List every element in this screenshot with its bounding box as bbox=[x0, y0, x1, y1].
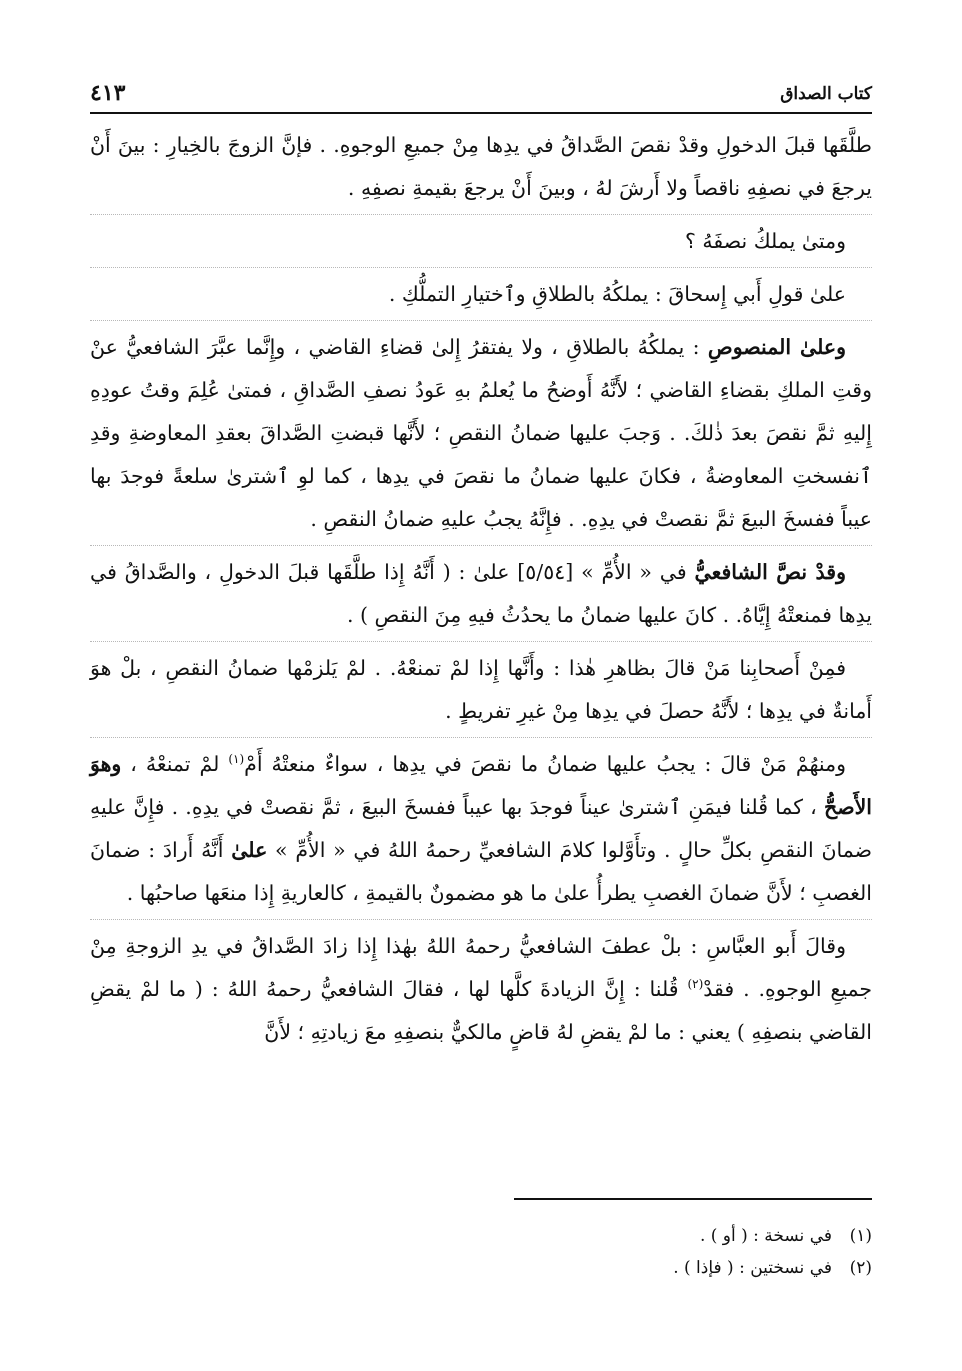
text-run: في « الأُمِّ » [٥/٥٤] علىٰ : ( أَنَّهُ إِذا طلَّقَها قبلَ الدخولِ ، والصَّداقُ في يدِها فمنعتْهُ إِيَّاهُ. . كانَ عليها ضمانُ ما يحدُثُ فيهِ مِنَ النقصِ ) . bbox=[90, 560, 872, 627]
text-run: أَنَّهُ أَرادَ : ضمانَ الغصبِ ؛ لأَنَّ ضمانَ الغصبِ يطرأُ علىٰ ما هو مضمونٌ بالقيمةِ ، كالعاريةِ إِذا منعَها صاحبُها . bbox=[90, 838, 872, 905]
text-run: ، كما قُلنا فيمَنِ ٱشترىٰ عيناً فوجدَ بها عيباً ففسخَ البيعَ ، ثمَّ نقصتْ في يدِهِ. . فإِنَّ عليهِ ضمانَ النقصِ بكلِّ حالٍ . وتأَوَّلوا كلامَ الشافعيِّ رحمهُ اللهُ في « الأُمِّ » bbox=[90, 795, 872, 862]
paragraph bbox=[90, 743, 872, 920]
paragraph bbox=[90, 220, 872, 268]
running-title: كتاب الصداق bbox=[780, 84, 872, 104]
paragraph bbox=[90, 124, 872, 215]
footnote-number: (٢) bbox=[849, 1258, 872, 1278]
text-run: ومتىٰ يملكُ نصفَهُ ؟ bbox=[684, 229, 846, 253]
bold-text: علىٰ bbox=[231, 838, 268, 862]
footnote-ref: (١) bbox=[228, 752, 245, 767]
footnote-text: في نسختين : ( فإذا ) . bbox=[673, 1258, 832, 1278]
text-run: لمْ تمنعْهُ ، bbox=[121, 752, 229, 776]
footnotes bbox=[90, 1220, 872, 1284]
text-run: ومنهُمْ مَنْ قالَ : يجبُ عليها ضمانُ ما نقصَ في يدِها ، سواءٌ منعتْهُ أَمْ bbox=[244, 752, 847, 776]
bold-text: وقدْ نصَّ الشافعيُّ bbox=[694, 560, 846, 584]
footnote-text: في نسخة : ( أو ) . bbox=[699, 1226, 832, 1246]
text-run: قُلنا : إِنَّ الزيادةَ كلَّها لها ، فقالَ الشافعيُّ رحمهُ اللهُ : ( ما لمْ يقضِ القاضي بنصفِهِ ) يعني : ما لمْ يقضِ لهُ قاضٍ مالكيٌّ بنصفِهِ معَ زيادتِهِ ؛ لأَنَّ bbox=[90, 977, 872, 1044]
text-run: وقالَ أَبو العبَّاسِ : بلْ عطفَ الشافعيُّ رحمهُ اللهُ بهٰذا إِذا زادَ الصَّداقُ في يدِ الزوجةِ مِنْ جميعِ الوجوهِ. . فقدْ bbox=[90, 934, 873, 1001]
main-text bbox=[90, 124, 872, 1058]
text-run: طلَّقَها قبلَ الدخولِ وقدْ نقصَ الصَّداقُ في يدِها مِنْ جميعِ الوجوهِ. . فإنَّ الزوجَ بالخِيارِ : بينَ أَنْ يرجعَ في نصفِهِ ناقصاً ولا أَرشَ لهُ ، وبينَ أَنْ يرجعَ بقيمةِ نصفِهِ . bbox=[90, 133, 872, 200]
footnote bbox=[90, 1252, 872, 1284]
bold-text: وهوَ الأَصحُّ bbox=[90, 752, 872, 819]
page-header bbox=[90, 80, 872, 114]
footnote-ref: (٢) bbox=[687, 977, 704, 992]
footnote-number: (١) bbox=[849, 1226, 872, 1246]
text-run: علىٰ قولِ أَبي إِسحاقَ : يملكُهُ بالطلاقِ وٱختيارِ التملُّكِ . bbox=[388, 282, 846, 306]
paragraph bbox=[90, 647, 872, 738]
text-run: : يملكُهُ بالطلاقِ ، ولا يفتقرُ إِلىٰ قضاءِ القاضي ، وإِنَّما عبَّرَ الشافعيُّ عنْ وقتِ الملكِ بقضاءِ القاضي ؛ لأَنَّهُ أَوضحُ ما يُعلمُ بهِ عَودُ نصفِ الصَّداقِ ، فمتىٰ عُلِمَ وقتُ عودِهِ إِليهِ ثمَّ نقصَ بعدَ ذٰلكَ. . وَجبَ عليها ضمانُ النقصِ ؛ لأَنَّها قبضتِ الصَّداقَ بعقدِ المعاوضةِ وقدِ ٱنفسختِ المعاوضةُ ، فكانَ عليها ضمانُ ما نقصَ في يدِها ، كما لوِ ٱشترىٰ سلعةً فوجدَ بها عيباً ففسخَ البيعَ ثمَّ نقصتْ في يدِهِ. . فإِنَّهُ يجبُ عليهِ ضمانُ النقصِ . bbox=[90, 335, 872, 531]
paragraph bbox=[90, 925, 872, 1058]
page-number: ٤١٣ bbox=[90, 80, 126, 106]
bold-text: وعلىٰ المنصوصِ bbox=[707, 335, 846, 359]
text-run: فمِنْ أَصحابِنا مَنْ قالَ بظاهرِ هٰذا : وأَنَّها إِذا لمْ تمنعْهُ. . لمْ يَلزمْها ضمانُ النقصِ ، بلْ هوَ أَمانةٌ في يدِها ؛ لأَنَّهُ حصلَ في يدِها مِنْ غيرِ تفريطٍ . bbox=[90, 656, 872, 723]
paragraph bbox=[90, 273, 872, 321]
footnote bbox=[90, 1220, 872, 1252]
footnote-separator bbox=[514, 1198, 872, 1200]
paragraph bbox=[90, 326, 872, 546]
book-page bbox=[90, 80, 873, 1278]
paragraph bbox=[90, 551, 872, 642]
